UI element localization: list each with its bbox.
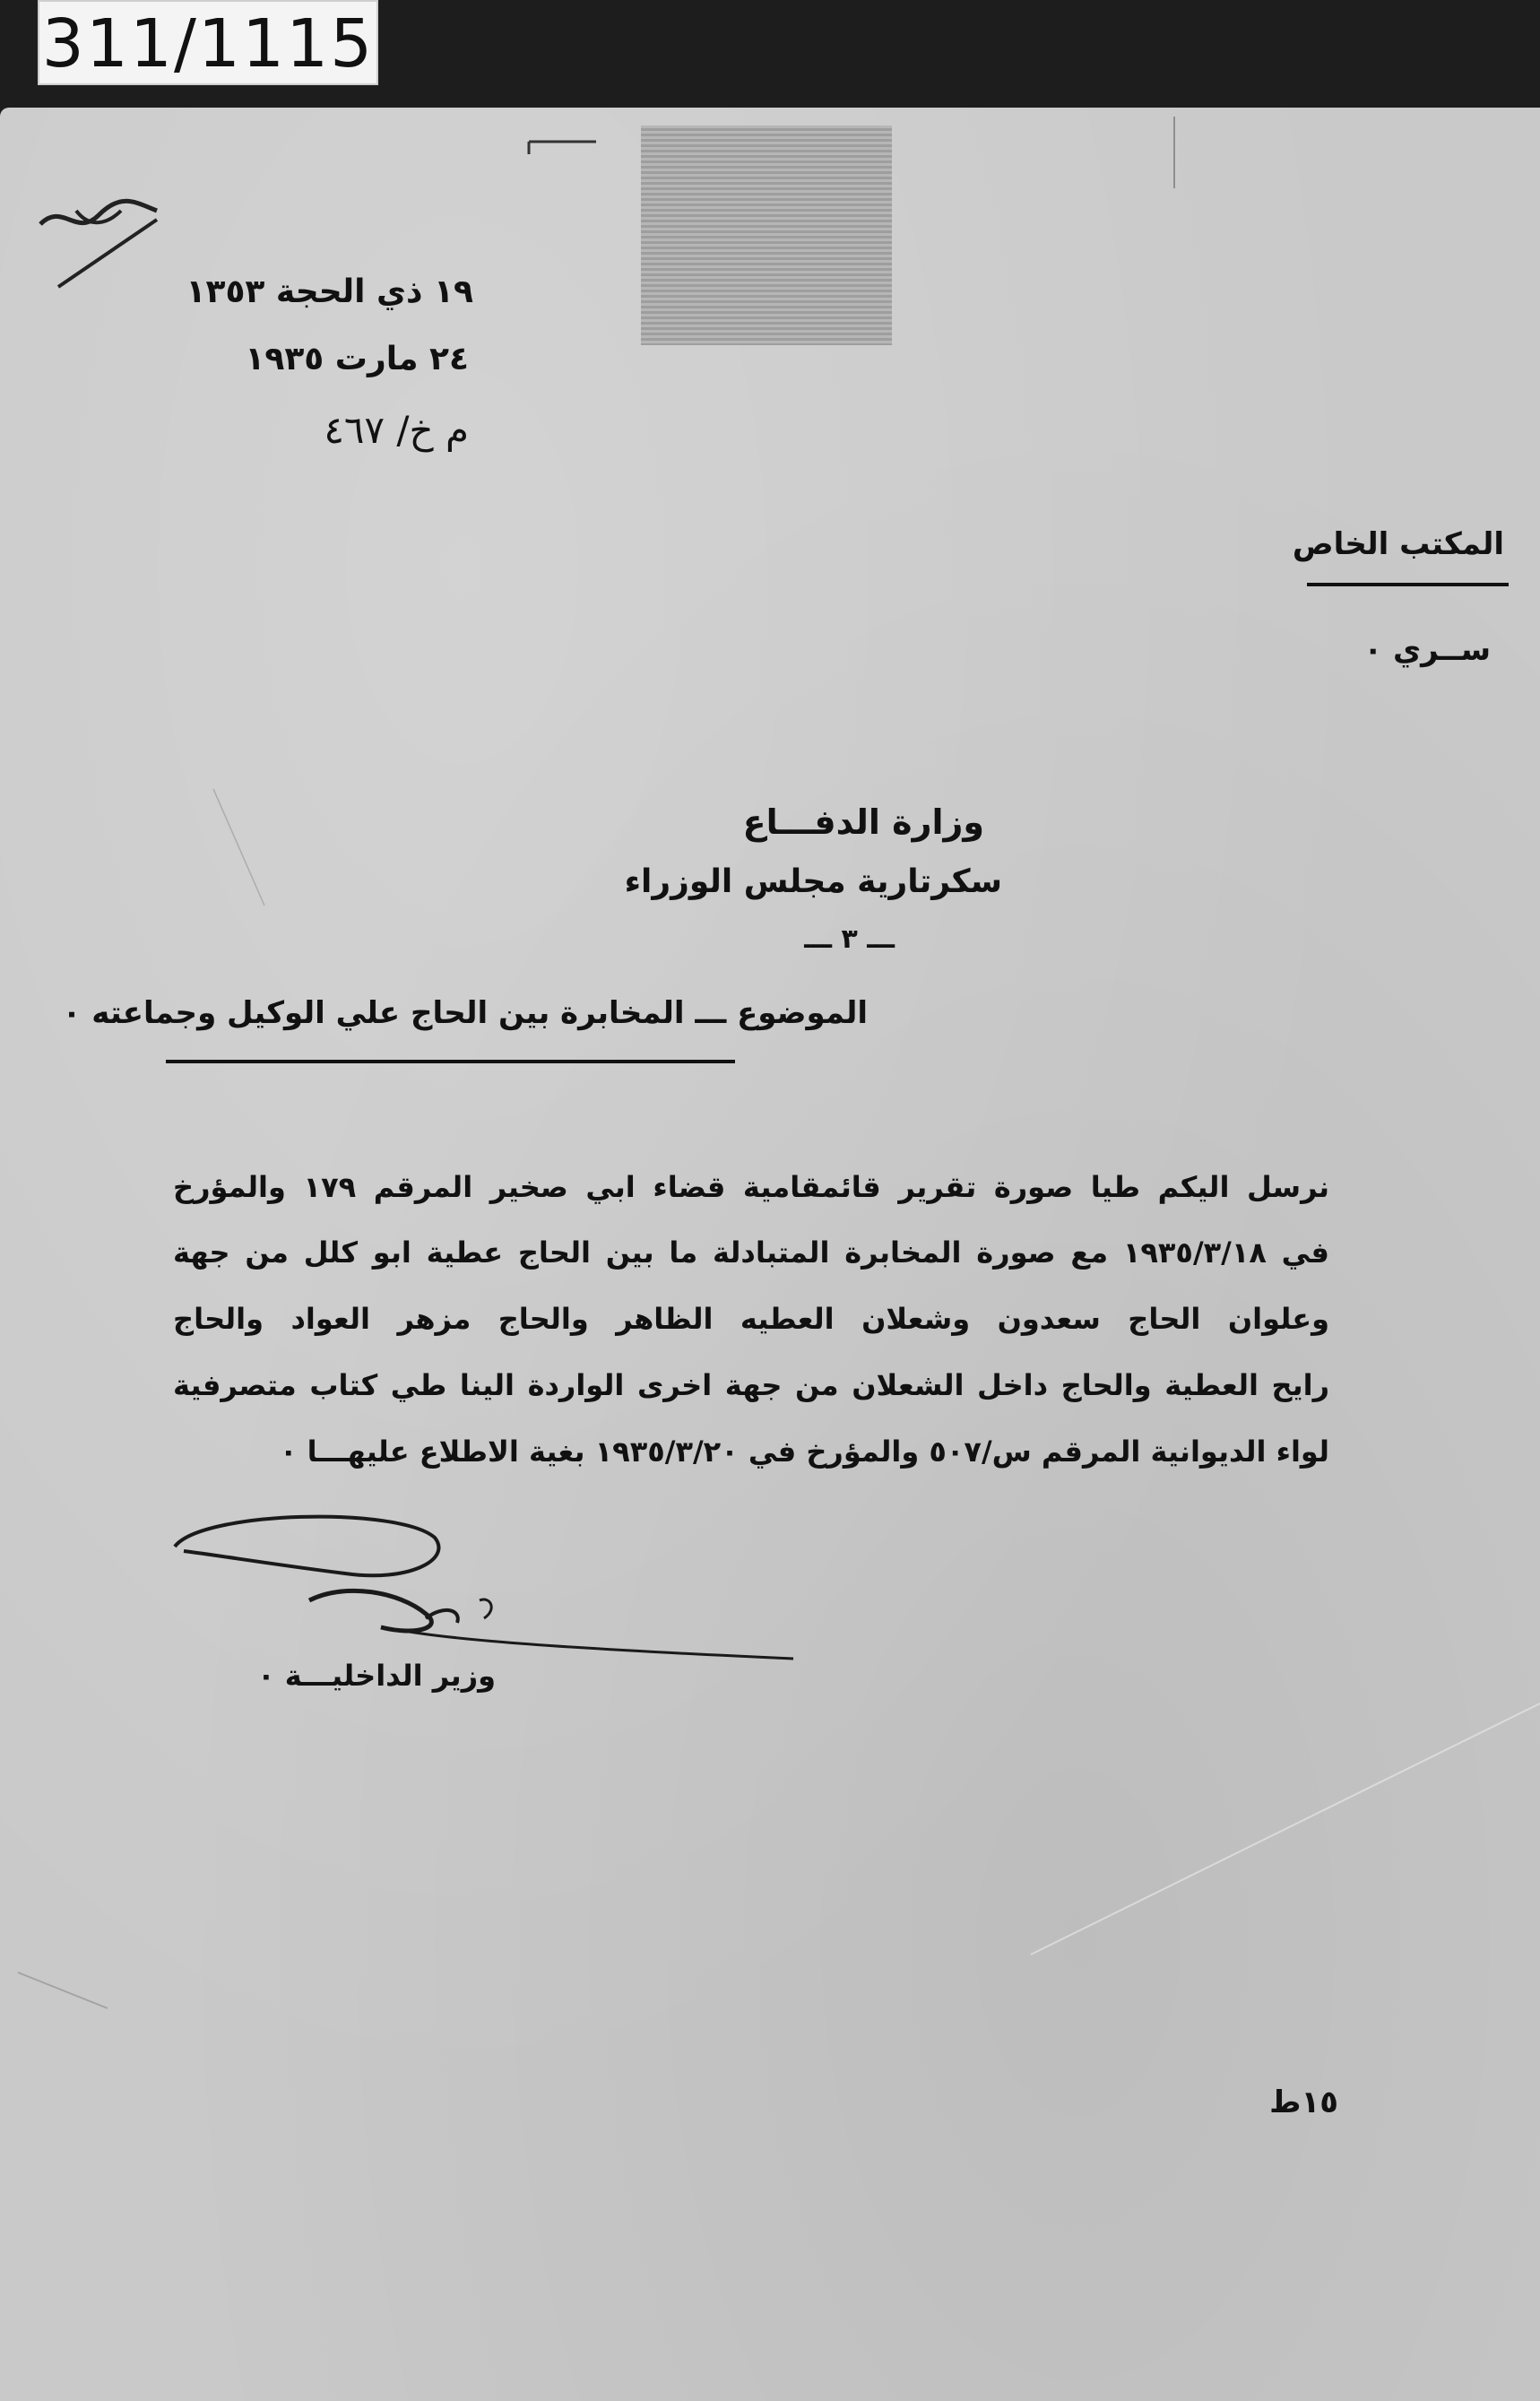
signatory-title: وزير الداخليـــة ٠: [257, 1659, 496, 1693]
office-title-underline: [1307, 583, 1509, 586]
recipient-number: ـــ ٣ ـــ: [804, 923, 895, 955]
recipient-secretariat: سكرتارية مجلس الوزراء: [624, 863, 1002, 900]
recipient-ministry: وزارة الدفـــاع: [742, 802, 984, 842]
date-gregorian: ٢٤ مارت ١٩٣٥: [245, 341, 469, 377]
footer-initials: ١٥ط: [1269, 2085, 1338, 2120]
body-line-2: في ١٩٣٥/٣/١٨ مع صورة المخابرة المتبادلة ما بين الحاج عطية ابو كلل من جهة: [173, 1235, 1330, 1270]
subject-underline: [166, 1060, 735, 1063]
body-line-3: وعلوان الحاج سعدون وشعلان العطيه الظاهر والحاج مزهر العواد والحاج: [173, 1302, 1329, 1336]
archive-reference-label: 311/1115: [38, 0, 378, 85]
classification-label: ســري ٠: [1363, 632, 1491, 668]
subject-line: الموضوع ـــ المخابرة بين الحاج علي الوكيل وجماعته ٠: [62, 995, 868, 1031]
date-hijri: ١٩ ذي الحجة ١٣٥٣: [186, 273, 473, 310]
handwritten-signature: [166, 1511, 811, 1668]
office-title: المكتب الخاص: [1292, 526, 1504, 562]
reference-number: م خ/ ٤٦٧: [324, 408, 469, 452]
body-line-1: نرسل اليكم طيا صورة تقرير قائمقامية قضاء ابي صخير المرقم ١٧٩ والمؤرخ: [173, 1170, 1330, 1204]
body-line-4: رايح العطية والحاج داخل الشعلان من جهة اخرى الواردة الينا طي كتاب متصرفية: [173, 1368, 1329, 1402]
body-line-5: لواء الديوانية المرقم س/٥٠٧ والمؤرخ في ١٩٣٥/٣/٢٠ بغية الاطلاع عليهـــا ٠: [279, 1435, 1329, 1469]
handwritten-corner-note: [22, 175, 175, 300]
redacted-area: [641, 126, 892, 345]
